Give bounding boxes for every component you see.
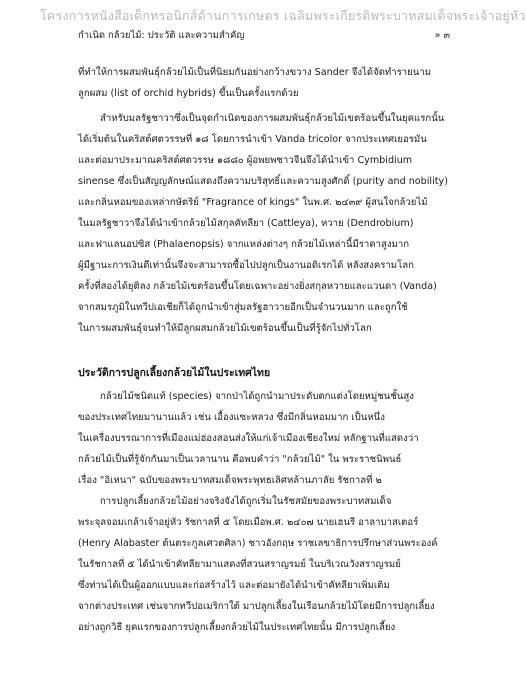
text-line: ลูกผสม (list of orchid hybrids) ขึ้นเป็นครั้งแรกด้วย [78, 88, 299, 99]
text-line: ที่ทำให้การผสมพันธุ์กล้วยไม้เป็นที่นิยมกันอย่างกว้างขวาง Sander จึงได้จัดทำรายนาม [78, 67, 432, 78]
text-line: จากสมรภูมิในทวีปเอเชียก็ได้ถูกนำเข้าสู่มลรัฐฮาวายอีกเป็นจำนวนมาก และถูกใช้ [78, 302, 408, 313]
text-line: ของประเทศไทยมานานแล้ว เช่น เอื้องแซะหลวง ซึ่งมีกลิ่นหอมมาก เป็นหนึ่ง [78, 412, 385, 423]
text-line: กล้วยไม้ชนิดแท้ (species) จากป่าได้ถูกนำมาประดับตกแต่งโดยหมู่ชนชั้นสูง [100, 391, 414, 402]
text-line: จากต่างประเทศ เช่นจากทวีปอเมริกาใต้ มาปลูกเลี้ยงในเรือนกล้วยไม้โดยมีการปลูกเลี้ยง [78, 601, 435, 612]
text-line: กล้วยไม้เป็นที่รู้จักกันมาเป็นเวลานาน คือพบคำว่า "กล้วยไม้" ใน พระราชนิพนธ์ [78, 454, 402, 465]
text-line: ครั้งที่สองได้ยุติลง กล้วยไม้เขตร้อนขึ้นโดยเฉพาะอย่างยิ่งสกุลหวายและแวนดา (Vanda) [78, 281, 437, 292]
text-line: ซึ่งท่านได้เป็นผู้ออกแบบและก่อสร้างไว้ และต่อมายังได้นำเข้าคัทลียาเพิ่มเติม [78, 580, 390, 591]
section-paragraph-1 [78, 386, 446, 491]
paragraph-2 [78, 108, 446, 339]
text-line: และต่อมาประมาณคริสต์ศตวรรษ ๑๘๘๐ ผู้อพยพชาวจีนจึงได้นำเข้า Cymbidium [78, 155, 413, 166]
text-line: (Henry Alabaster ต้นตระกูลเศวตศิลา) ชาวอังกฤษ ราชเลขาธิการปรึกษาส่วนพระองค์ [78, 538, 438, 549]
text-line: อย่างถูกวิธี ยุคแรกของการปลูกเลี้ยงกล้วยไม้ในประเทศไทยนั้น มีการปลูกเลี้ยง [78, 622, 396, 633]
text-line: ในรัชกาลที่ ๕ ได้นำเข้าคัทลียามาแสดงที่สวนสราญรมย์ ในบริเวณวังสราญรมย์ [78, 559, 401, 570]
text-line: ในการผสมพันธุ์จนทำให้มีลูกผสมกล้วยไม้เขตร้อนขึ้นเป็นที่รู้จักไปทั่วโลก [78, 323, 372, 334]
text-line: การปลูกเลี้ยงกล้วยไม้อย่างจริงจังได้ถูกเริ่มในรัชสมัยของพระบาทสมเด็จ [100, 496, 392, 507]
text-line: ในมลรัฐชาวาจึงได้นำเข้ากล้วยไม้สกุลคัทลียา (Cattleya), หวาย (Dendrobium) [78, 218, 414, 229]
body-content [78, 62, 446, 638]
watermark-text: โครงการหนังสือเด็กทรอนิกส์ด้านการเกษตร เฉลิมพระเกียรติพระบาทสมเด็จพระเจ้าอยู่หัว [40, 8, 526, 23]
paragraph-1 [78, 62, 446, 104]
text-line: ผู้มีฐานะการเงินดีเท่านั้นจึงจะสามารถซื้อไปปลูกเป็นงานอดิเรกได้ หลังสงครามโลก [78, 260, 414, 271]
text-line: และกลิ่นหอมของเหล่ากษัตริย์ "Fragrance of kings" ในพ.ศ. ๒๔๓๙ ผู้สนใจกล้วยไม้ [78, 197, 428, 208]
text-line: เรื่อง "อิเหนา" ฉบับของพระบาทสมเด็จพระพุทธเลิศหล้านภาลัย รัชกาลที่ ๒ [78, 475, 382, 486]
text-line: และฟาแลนอปซิส (Phalaenopsis) จากแหล่งต่างๆ กล้วยไม้เหล่านี้มีราคาสูงมาก [78, 239, 410, 250]
text-line: ได้เริ่มต้นในคริสต์ศตวรรษที่ ๑๘ โดยการนำเข้า Vanda tricolor จากประเทศเยอรมัน [78, 134, 427, 145]
text-line: sinense ซึ่งเป็นสัญญลักษณ์แสดงถึงความบริสุทธิ์และความสูงศักดิ์ (purity and nobility) [78, 176, 448, 187]
page-number: » ๓ [434, 30, 450, 41]
text-line: สำหรับมลรัฐชาวาซึ่งเป็นจุดกำเนิดของการผสมพันธุ์กล้วยไม้เขตร้อนขึ้นในยุคแรกนั้น [100, 113, 445, 124]
header-title: กำเนิด กล้วยไม้: ประวัติ และความสำคัญ [78, 30, 245, 41]
text-line: ในเครื่องบรรณาการที่เมืองแม่ฮ่องสอนส่งให้แก่เจ้าเมืองเชียงใหม่ หลักฐานที่แสดงว่า [78, 433, 419, 444]
running-header [78, 28, 450, 43]
section-heading: ประวัติการปลูกเลี้ยงกล้วยไม้ในประเทศไทย [78, 367, 271, 379]
text-line: พระจุลจอมเกล้าเจ้าอยู่หัว รัชกาลที่ ๕ โดยเมื่อพ.ศ. ๒๔๐๗ นายเฮนรี อาลาบาสเตอร์ [78, 517, 419, 528]
section-paragraph-2 [78, 491, 446, 638]
